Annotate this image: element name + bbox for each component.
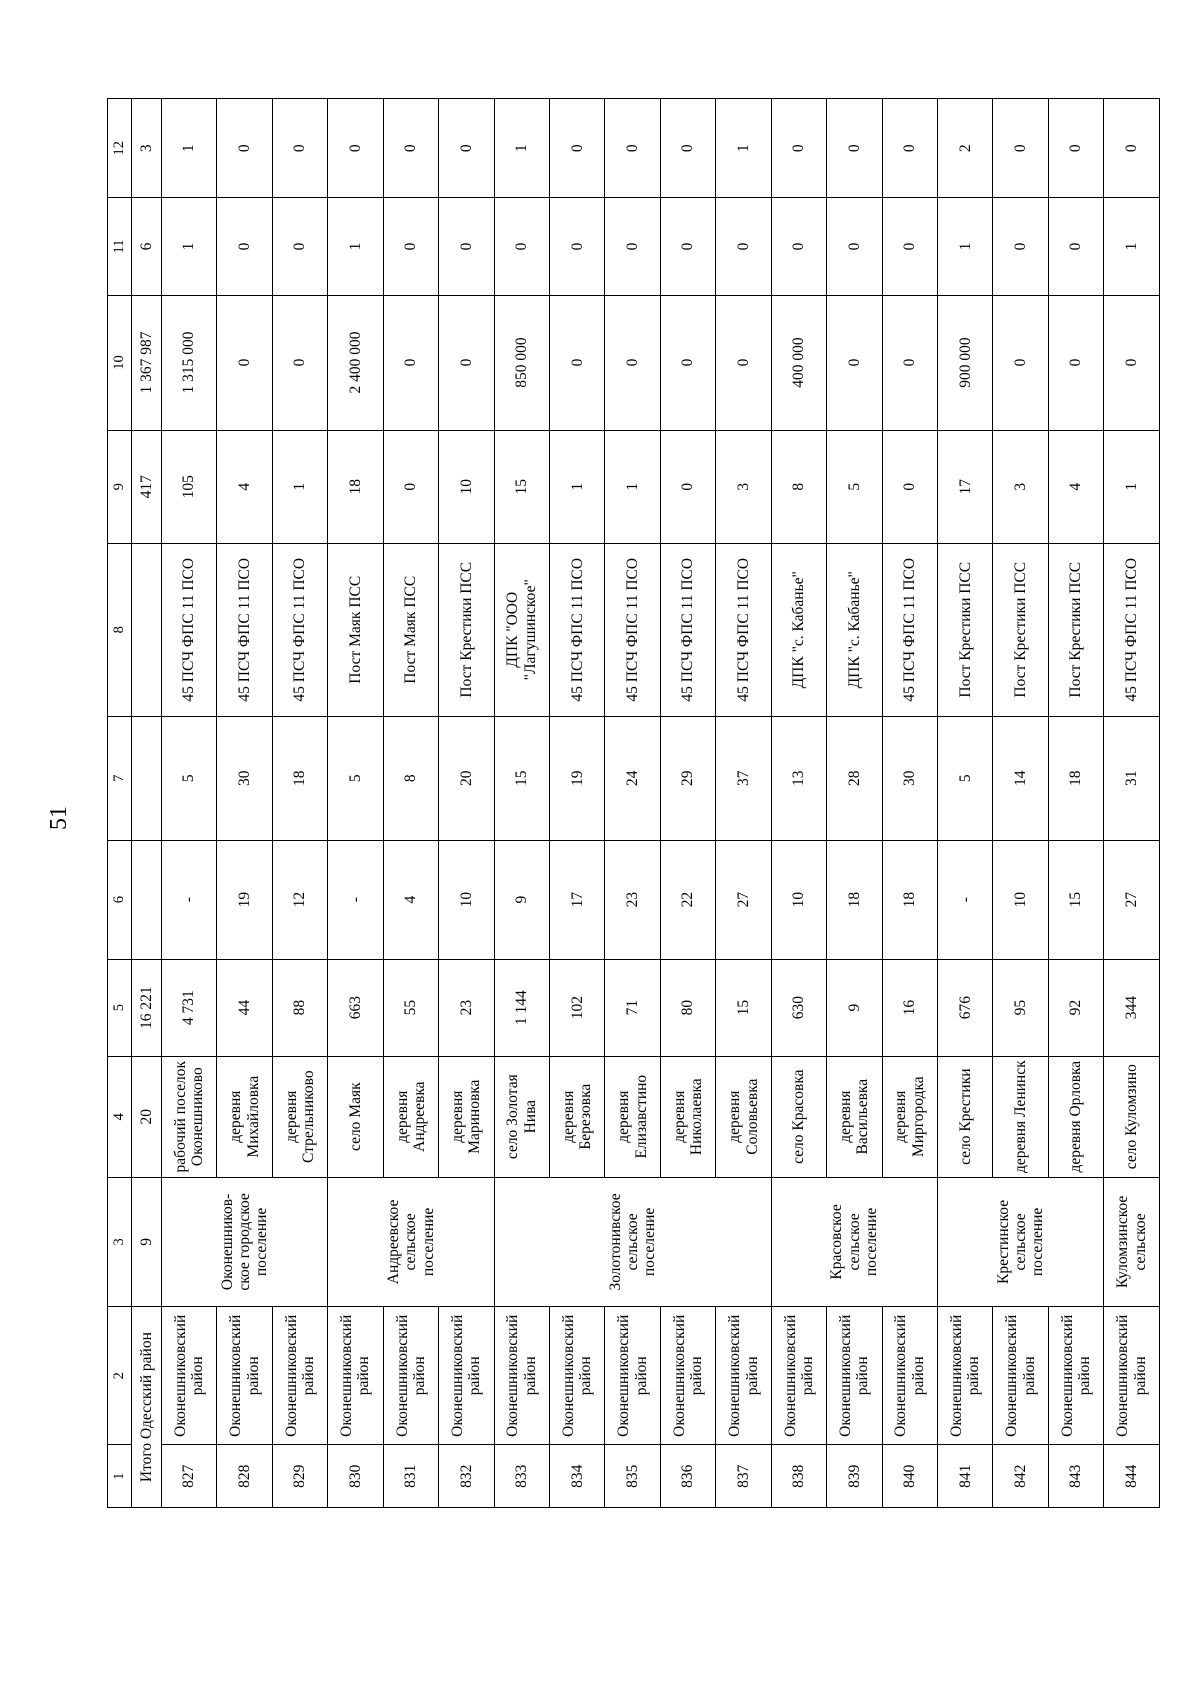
col7-cell: 18 (1048, 716, 1103, 840)
col10-cell: 2 400 000 (328, 295, 383, 430)
population-cell: 23 (439, 959, 494, 1056)
col11-cell: 1 (1104, 198, 1160, 295)
col6-cell: 23 (605, 840, 660, 959)
col12-cell: 1 (494, 99, 549, 198)
col9-cell: 17 (938, 430, 993, 543)
locality-cell: деревня Михайловка (217, 1056, 272, 1177)
col7-cell: 31 (1104, 716, 1160, 840)
col11-cell: 0 (660, 198, 715, 295)
unit-cell: 45 ПСЧ ФПС 11 ПСО (272, 543, 327, 716)
row-number: 836 (660, 1445, 715, 1508)
col7-cell: 30 (882, 716, 937, 840)
total-col12: 3 (132, 99, 162, 198)
header-cell: 9 (108, 430, 132, 543)
col9-cell: 105 (161, 430, 216, 543)
row-number: 837 (716, 1445, 771, 1508)
row-number: 839 (827, 1445, 882, 1508)
settlement-cell: Куломзинское сельское (1104, 1177, 1160, 1307)
col6-cell: 10 (439, 840, 494, 959)
col9-cell: 10 (439, 430, 494, 543)
population-cell: 80 (660, 959, 715, 1056)
settlement-cell: Красовское сельское поселение (771, 1177, 937, 1307)
col6-cell: 10 (771, 840, 826, 959)
locality-cell: деревня Соловьевка (716, 1056, 771, 1177)
population-cell: 676 (938, 959, 993, 1056)
table-row (938, 99, 993, 1508)
col12-cell: 0 (827, 99, 882, 198)
col7-cell: 19 (549, 716, 604, 840)
col10-cell: 850 000 (494, 295, 549, 430)
col10-cell: 0 (605, 295, 660, 430)
col11-cell: 0 (827, 198, 882, 295)
col9-cell: 4 (1048, 430, 1103, 543)
col6-cell: - (328, 840, 383, 959)
col9-cell: 0 (660, 430, 715, 543)
unit-cell: 45 ПСЧ ФПС 11 ПСО (161, 543, 216, 716)
col7-cell: 15 (494, 716, 549, 840)
district-cell: Оконешниковский район (161, 1307, 216, 1445)
total-population: 16 221 (132, 959, 162, 1056)
row-number: 840 (882, 1445, 937, 1508)
population-cell: 663 (328, 959, 383, 1056)
col9-cell: 0 (882, 430, 937, 543)
row-number: 841 (938, 1445, 993, 1508)
col11-cell: 1 (328, 198, 383, 295)
col6-cell: 15 (1048, 840, 1103, 959)
district-cell: Оконешниковский район (383, 1307, 438, 1445)
unit-cell: Пост Маяк ПСС (383, 543, 438, 716)
col9-cell: 3 (716, 430, 771, 543)
col9-cell: 3 (993, 430, 1048, 543)
population-cell: 102 (549, 959, 604, 1056)
col9-cell: 4 (217, 430, 272, 543)
col12-cell: 0 (882, 99, 937, 198)
col11-cell: 0 (494, 198, 549, 295)
total-col8 (132, 543, 162, 716)
col9-cell: 1 (1104, 430, 1160, 543)
col9-cell: 5 (827, 430, 882, 543)
col12-cell: 0 (439, 99, 494, 198)
settlement-cell: Андреевское сельское поселение (328, 1177, 494, 1307)
header-cell: 7 (108, 716, 132, 840)
unit-cell: ДПК "с. Кабанье" (771, 543, 826, 716)
col9-cell: 1 (549, 430, 604, 543)
header-cell: 1 (108, 1445, 132, 1508)
col11-cell: 0 (549, 198, 604, 295)
col12-cell: 0 (272, 99, 327, 198)
district-cell: Оконешниковский район (1048, 1307, 1103, 1445)
district-cell: Оконешниковский район (272, 1307, 327, 1445)
col12-cell: 0 (1104, 99, 1160, 198)
rotated-table-wrapper (107, 98, 1160, 1508)
header-cell: 2 (108, 1307, 132, 1445)
col7-cell: 14 (993, 716, 1048, 840)
col6-cell: 4 (383, 840, 438, 959)
population-cell: 4 731 (161, 959, 216, 1056)
col12-cell: 0 (328, 99, 383, 198)
col7-cell: 28 (827, 716, 882, 840)
col11-cell: 0 (716, 198, 771, 295)
locality-cell: деревня Орловка (1048, 1056, 1103, 1177)
col7-cell: 29 (660, 716, 715, 840)
unit-cell: 45 ПСЧ ФПС 11 ПСО (882, 543, 937, 716)
district-cell: Оконешниковский район (993, 1307, 1048, 1445)
col10-cell: 0 (272, 295, 327, 430)
col10-cell: 0 (716, 295, 771, 430)
col10-cell: 0 (383, 295, 438, 430)
col7-cell: 30 (217, 716, 272, 840)
col12-cell: 0 (771, 99, 826, 198)
col7-cell: 37 (716, 716, 771, 840)
total-col7 (132, 716, 162, 840)
col11-cell: 0 (882, 198, 937, 295)
unit-cell: 45 ПСЧ ФПС 11 ПСО (716, 543, 771, 716)
col7-cell: 24 (605, 716, 660, 840)
population-cell: 71 (605, 959, 660, 1056)
col10-cell: 0 (882, 295, 937, 430)
locality-cell: деревня Березовка (549, 1056, 604, 1177)
row-number: 832 (439, 1445, 494, 1508)
district-cell: Оконешниковский район (494, 1307, 549, 1445)
col12-cell: 0 (1048, 99, 1103, 198)
locality-cell: село Красовка (771, 1056, 826, 1177)
col11-cell: 0 (1048, 198, 1103, 295)
population-cell: 1 144 (494, 959, 549, 1056)
col6-cell: 18 (882, 840, 937, 959)
col7-cell: 18 (272, 716, 327, 840)
total-label: Итого Одесский район (132, 1307, 162, 1508)
district-cell: Оконешниковский район (439, 1307, 494, 1445)
col11-cell: 0 (771, 198, 826, 295)
population-cell: 16 (882, 959, 937, 1056)
settlement-cell: Золотонивское сельское поселение (494, 1177, 771, 1307)
total-col9: 417 (132, 430, 162, 543)
col7-cell: 13 (771, 716, 826, 840)
table-row (1104, 99, 1160, 1508)
col6-cell: 19 (217, 840, 272, 959)
col7-cell: 5 (161, 716, 216, 840)
col9-cell: 8 (771, 430, 826, 543)
col10-cell: 0 (827, 295, 882, 430)
population-cell: 88 (272, 959, 327, 1056)
data-table (107, 98, 1160, 1508)
col12-cell: 0 (217, 99, 272, 198)
unit-cell: 45 ПСЧ ФПС 11 ПСО (660, 543, 715, 716)
unit-cell: Пост Маяк ПСС (328, 543, 383, 716)
row-number: 829 (272, 1445, 327, 1508)
col12-cell: 0 (383, 99, 438, 198)
table-row (771, 99, 826, 1508)
row-number: 838 (771, 1445, 826, 1508)
col6-cell: 12 (272, 840, 327, 959)
district-cell: Оконешниковский район (827, 1307, 882, 1445)
population-cell: 92 (1048, 959, 1103, 1056)
col12-cell: 0 (660, 99, 715, 198)
col9-cell: 18 (328, 430, 383, 543)
locality-cell: рабочий поселок Оконешниково (161, 1056, 216, 1177)
col10-cell: 0 (993, 295, 1048, 430)
col11-cell: 0 (605, 198, 660, 295)
row-number: 843 (1048, 1445, 1103, 1508)
col12-cell: 0 (993, 99, 1048, 198)
col10-cell: 0 (1048, 295, 1103, 430)
col11-cell: 0 (383, 198, 438, 295)
locality-cell: село Куломзино (1104, 1056, 1160, 1177)
col6-cell: 27 (1104, 840, 1160, 959)
col11-cell: 0 (439, 198, 494, 295)
district-cell: Оконешниковский район (771, 1307, 826, 1445)
col6-cell: 17 (549, 840, 604, 959)
col12-cell: 1 (716, 99, 771, 198)
col11-cell: 1 (161, 198, 216, 295)
row-number: 844 (1104, 1445, 1160, 1508)
locality-cell: село Маяк (328, 1056, 383, 1177)
col10-cell: 400 000 (771, 295, 826, 430)
col6-cell: 27 (716, 840, 771, 959)
header-cell: 11 (108, 198, 132, 295)
col12-cell: 0 (549, 99, 604, 198)
page-number: 51 (46, 806, 72, 830)
col6-cell: - (938, 840, 993, 959)
header-cell: 10 (108, 295, 132, 430)
row-number: 833 (494, 1445, 549, 1508)
unit-cell: ДПК "ООО "Лагушинское" (494, 543, 549, 716)
district-cell: Оконешниковский район (716, 1307, 771, 1445)
district-cell: Оконешниковский район (660, 1307, 715, 1445)
population-cell: 630 (771, 959, 826, 1056)
row-number: 828 (217, 1445, 272, 1508)
total-localities: 20 (132, 1056, 162, 1177)
col9-cell: 0 (383, 430, 438, 543)
row-number: 827 (161, 1445, 216, 1508)
col10-cell: 0 (439, 295, 494, 430)
col9-cell: 1 (605, 430, 660, 543)
total-row (132, 99, 162, 1508)
col7-cell: 20 (439, 716, 494, 840)
header-cell: 12 (108, 99, 132, 198)
col10-cell: 0 (217, 295, 272, 430)
col6-cell: - (161, 840, 216, 959)
table-row (161, 99, 216, 1508)
district-cell: Оконешниковский район (1104, 1307, 1160, 1445)
row-number: 835 (605, 1445, 660, 1508)
total-col6 (132, 840, 162, 959)
col6-cell: 10 (993, 840, 1048, 959)
header-cell: 5 (108, 959, 132, 1056)
unit-cell: Пост Крестики ПСС (439, 543, 494, 716)
unit-cell: 45 ПСЧ ФПС 11 ПСО (217, 543, 272, 716)
population-cell: 344 (1104, 959, 1160, 1056)
col11-cell: 1 (938, 198, 993, 295)
col10-cell: 1 315 000 (161, 295, 216, 430)
locality-cell: деревня Николаевка (660, 1056, 715, 1177)
col7-cell: 5 (938, 716, 993, 840)
district-cell: Оконешниковский район (938, 1307, 993, 1445)
unit-cell: Пост Крестики ПСС (1048, 543, 1103, 716)
locality-cell: деревня Ленинск (993, 1056, 1048, 1177)
locality-cell: деревня Мариновка (439, 1056, 494, 1177)
locality-cell: деревня Миргородка (882, 1056, 937, 1177)
unit-cell: Пост Крестики ПСС (938, 543, 993, 716)
col11-cell: 0 (993, 198, 1048, 295)
header-cell: 8 (108, 543, 132, 716)
col10-cell: 0 (660, 295, 715, 430)
header-cell: 6 (108, 840, 132, 959)
locality-cell: деревня Стрельниково (272, 1056, 327, 1177)
col6-cell: 18 (827, 840, 882, 959)
settlement-cell: Крестинское сельское поселение (938, 1177, 1104, 1307)
row-number: 830 (328, 1445, 383, 1508)
unit-cell: 45 ПСЧ ФПС 11 ПСО (1104, 543, 1160, 716)
locality-cell: деревня Андреевка (383, 1056, 438, 1177)
col9-cell: 15 (494, 430, 549, 543)
row-number: 834 (549, 1445, 604, 1508)
table-row (328, 99, 383, 1508)
unit-cell: 45 ПСЧ ФПС 11 ПСО (549, 543, 604, 716)
district-cell: Оконешниковский район (217, 1307, 272, 1445)
total-col11: 6 (132, 198, 162, 295)
unit-cell: 45 ПСЧ ФПС 11 ПСО (605, 543, 660, 716)
col12-cell: 2 (938, 99, 993, 198)
col9-cell: 1 (272, 430, 327, 543)
unit-cell: ДПК "с. Кабанье" (827, 543, 882, 716)
header-cell: 4 (108, 1056, 132, 1177)
row-number: 842 (993, 1445, 1048, 1508)
population-cell: 15 (716, 959, 771, 1056)
header-cell: 3 (108, 1177, 132, 1307)
locality-cell: деревня Елизавстино (605, 1056, 660, 1177)
district-cell: Оконешниковский район (549, 1307, 604, 1445)
col11-cell: 0 (272, 198, 327, 295)
col10-cell: 900 000 (938, 295, 993, 430)
district-cell: Оконешниковский район (882, 1307, 937, 1445)
unit-cell: Пост Крестики ПСС (993, 543, 1048, 716)
col6-cell: 9 (494, 840, 549, 959)
col11-cell: 0 (217, 198, 272, 295)
district-cell: Оконешниковский район (605, 1307, 660, 1445)
population-cell: 95 (993, 959, 1048, 1056)
col7-cell: 5 (328, 716, 383, 840)
locality-cell: село Крестики (938, 1056, 993, 1177)
settlement-cell: Оконешников-ское городское поселение (161, 1177, 327, 1307)
col12-cell: 0 (605, 99, 660, 198)
population-cell: 55 (383, 959, 438, 1056)
population-cell: 9 (827, 959, 882, 1056)
locality-cell: село Золотая Нива (494, 1056, 549, 1177)
total-col10: 1 367 987 (132, 295, 162, 430)
col12-cell: 1 (161, 99, 216, 198)
col7-cell: 8 (383, 716, 438, 840)
district-cell: Оконешниковский район (328, 1307, 383, 1445)
col10-cell: 0 (549, 295, 604, 430)
locality-cell: деревня Васильевка (827, 1056, 882, 1177)
row-number: 831 (383, 1445, 438, 1508)
col10-cell: 0 (1104, 295, 1160, 430)
header-row (108, 99, 132, 1508)
population-cell: 44 (217, 959, 272, 1056)
col6-cell: 22 (660, 840, 715, 959)
table-row (494, 99, 549, 1508)
total-settlements: 9 (132, 1177, 162, 1307)
